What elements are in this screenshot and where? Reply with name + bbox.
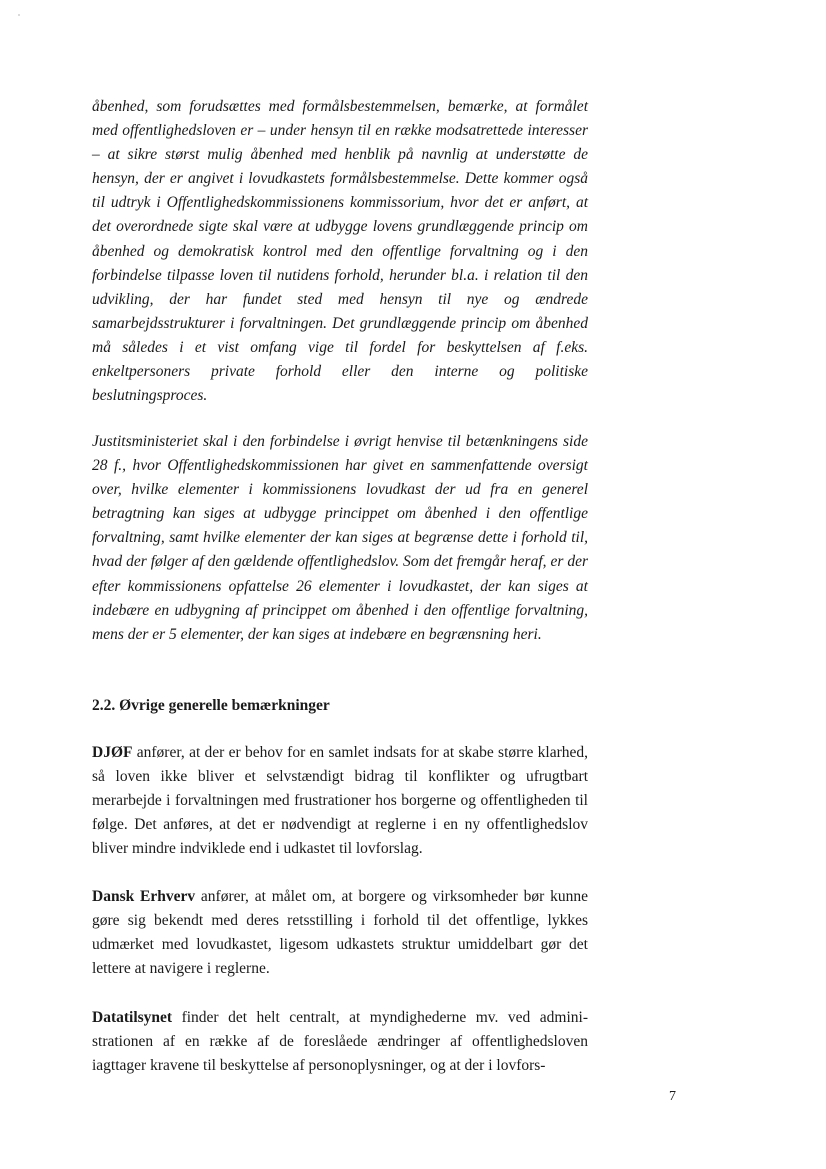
paragraph-ministry-reference: Justitsministeriet skal i den forbindelse i øvrigt henvise til betænkningens side 28 f., hvor Offentlighedskommissionen har givet en sammenfattende oversigt over, hvilke elementer i kommissionens lovudkast der ud fra en generel betragtning kan siges at udbygge princippet om åbenhed i den offentlige forvaltning, samt hvilke elementer der kan siges at begrænse dette i forhold til, hvad der følger af den gældende offentlighedslov. Som det fremgår heraf, er der efter kommissionens opfattelse 26 elementer i lovudkastet, der kan siges at indebære en udbygning af princippet om åbenhed i den offentlige forvaltning, mens der er 5 elementer, der kan siges at indebære en begrænsning heri.	[92, 433, 588, 643]
organization-name: Datatilsynet	[92, 1009, 173, 1026]
organization-name: DJØF	[92, 744, 133, 761]
paragraph-body: anfører, at der er behov for en samlet indsats for at skabe større klarhed, så loven ikke bliver et selvstændigt bidrag til konflikter og ufrugtbart merarbejde i forvaltningen med frustrationer hos borgerne og offentligheden til følge. Det anføres, at det er nødvendigt at reglerne i en ny offentlighedslov bliver mindre indviklede end i udkastet til lovforslag.	[92, 744, 588, 858]
paragraph-body: anfører, at målet om, at borgere og virksomheder bør kunne gøre sig bekendt med deres retsstilling i forhold til det offentlige, lykkes udmærket med lovudkastet, ligesom udkastets struktur umiddelbart gør det lettere at navigere i reglerne.	[92, 888, 588, 978]
scan-speck	[18, 14, 20, 16]
paragraph-djoef	[92, 741, 588, 861]
page-number: 7	[669, 1089, 676, 1104]
paragraph-dansk-erhverv	[92, 885, 588, 981]
organization-name: Dansk Erhverv	[92, 888, 196, 905]
paragraph-body: finder det helt centralt, at myndighederne mv. ved administrationen af en række af de foreslåede ændringer af offentlighedsloven iagttager kravene til beskyttelse af personoplysninger, og at der i lovfors-	[92, 1009, 588, 1075]
paragraph-datatilsynet	[92, 1006, 588, 1078]
paragraph-openness-principle: åbenhed, som forudsættes med formålsbestemmelsen, bemærke, at formålet med offentlighedsloven er – under hensyn til en række modsatrettede interesser – at sikre størst mulig åbenhed med henblik på navnlig at understøtte de hensyn, der er angivet i lovudkastets formålsbestemmelse. Dette kommer også til udtryk i Offentlighedskommissionens kommissorium, hvor det er anført, at det overordnede sigte skal være at udbygge lovens grundlæggende princip om åbenhed og demokratisk kontrol med den offentlige forvaltning og i den forbindelse tilpasse loven til nutidens forhold, herunder bl.a. i relation til den udvikling, der har fundet sted med hensyn til nye og ændrede samarbejdsstrukturer i forvaltningen. Det grundlæggende princip om åbenhed må således i et vist omfang vige til fordel for beskyttelsen af f.eks. enkeltpersoners private forhold eller den interne og politiske beslutningsproces.	[92, 98, 588, 405]
section-heading: 2.2. Øvrige generelle bemærkninger	[92, 697, 330, 714]
